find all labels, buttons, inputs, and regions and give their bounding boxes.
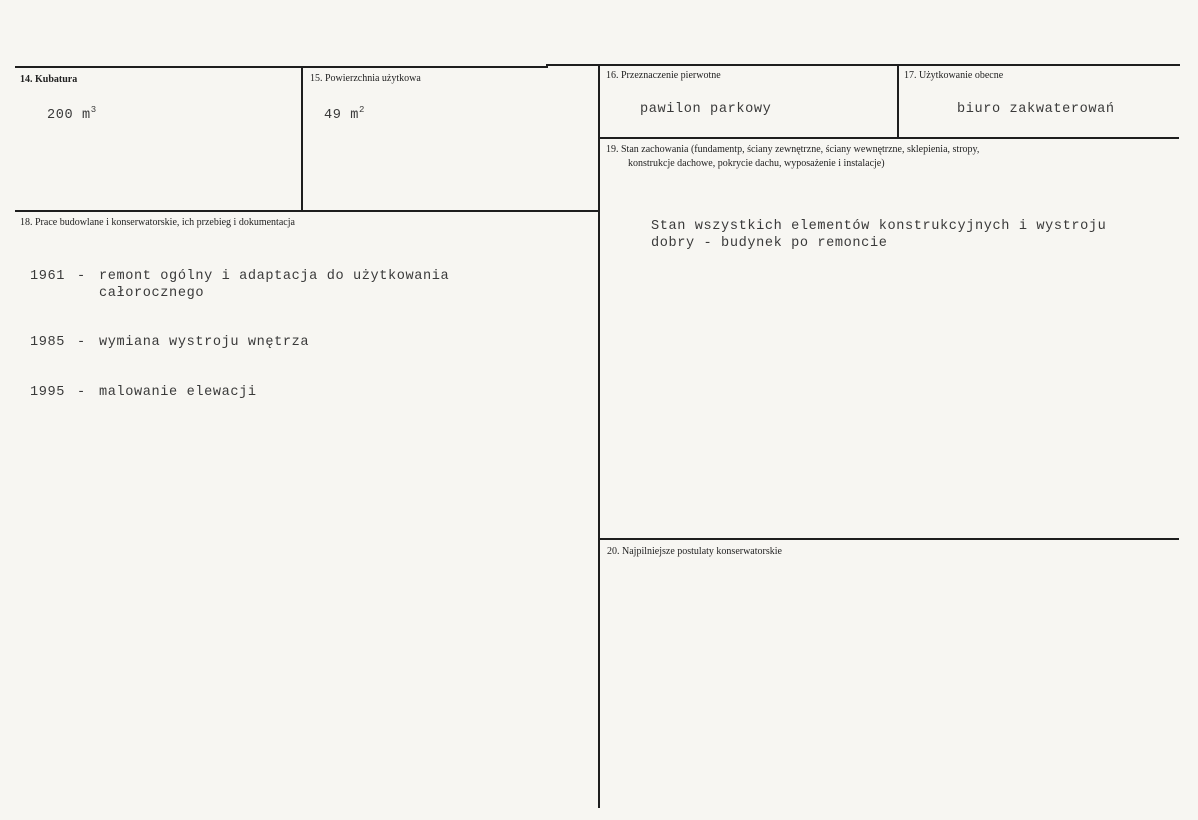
area-unit-exponent: 2 bbox=[359, 105, 365, 115]
field-14-value bbox=[47, 102, 96, 125]
work-description: malowanie elewacji bbox=[99, 384, 257, 400]
work-dash: - bbox=[77, 384, 86, 400]
top-border-left bbox=[15, 66, 548, 68]
field-16-value: pawilon parkowy bbox=[640, 102, 772, 117]
field-17-value: biuro zakwaterowań bbox=[957, 102, 1115, 117]
line-under-19 bbox=[599, 538, 1179, 540]
field-19-label-line1: 19. Stan zachowania (fundamentp, ściany zewnętrzne, ściany wewnętrzne, sklepienia, stropy, bbox=[606, 144, 980, 155]
work-description: wymiana wystroju wnętrza bbox=[99, 335, 310, 350]
field-16-label: 16. Przeznaczenie pierwotne bbox=[606, 70, 721, 81]
field-17-label: 17. Użytkowanie obecne bbox=[904, 70, 1004, 81]
field-19-label-line2: konstrukcje dachowe, pokrycie dachu, wyposażenie i instalacje) bbox=[628, 158, 885, 169]
field-19-value: Stan wszystkich elementów konstrukcyjnych i wystroju dobry - budynek po remoncie bbox=[651, 219, 1107, 251]
field-15-label: 15. Powierzchnia użytkowa bbox=[310, 73, 421, 84]
field-15-value bbox=[324, 102, 364, 125]
work-description: remont ogólny i adaptacja do użytkowania całorocznego bbox=[99, 269, 450, 301]
field-14-label: 14. Kubatura bbox=[20, 74, 78, 85]
field-20-label: 20. Najpilniejsze postulaty konserwatorskie bbox=[607, 546, 782, 557]
works-list bbox=[30, 236, 449, 418]
work-year: 1961 bbox=[30, 269, 66, 284]
line-under-14-15 bbox=[15, 210, 599, 212]
works-list-item bbox=[30, 335, 449, 352]
works-list-item bbox=[30, 385, 449, 402]
divider-16-17 bbox=[897, 66, 899, 137]
top-border-right bbox=[546, 64, 1180, 66]
line-under-16-17 bbox=[599, 137, 1179, 139]
work-dash: - bbox=[77, 269, 86, 284]
divider-14-15 bbox=[301, 67, 303, 211]
work-year: 1995 bbox=[30, 384, 66, 400]
kubatura-number: 200 m bbox=[47, 108, 91, 123]
field-18-label: 18. Prace budowlane i konserwatorskie, ich przebieg i dokumentacja bbox=[20, 217, 295, 228]
works-list-item bbox=[30, 269, 449, 302]
area-number: 49 m bbox=[324, 108, 360, 123]
kubatura-unit-exponent: 3 bbox=[90, 105, 97, 115]
work-year: 1985 bbox=[30, 335, 66, 350]
work-dash: - bbox=[77, 335, 86, 350]
divider-left-right bbox=[598, 66, 600, 808]
